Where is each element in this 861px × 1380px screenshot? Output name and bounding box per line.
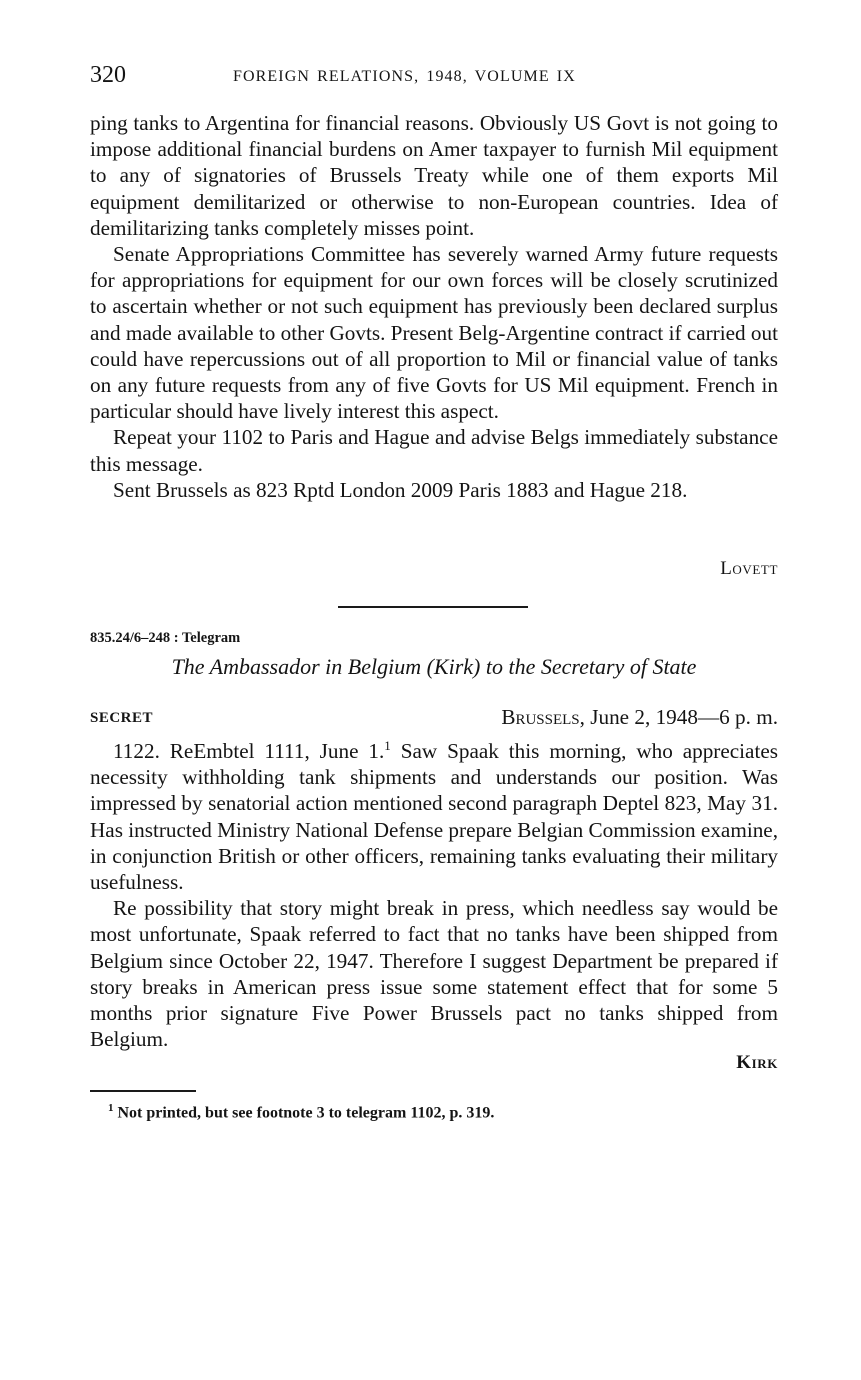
body-paragraph: ping tanks to Argentina for financial reasons. Obviously US Govt is not going to impose additional financial burdens on Amer taxpayer to furnish Mil equipment to any of signatories of Brussels Treaty while one of them exports Mil equipment demilitarized or otherwise to non-European countries. Idea of demilitarizing tanks completely misses point.: [90, 111, 778, 240]
body-paragraph: Repeat your 1102 to Paris and Hague and advise Belgs immediately substance this message.: [90, 425, 778, 476]
body-paragraph: Senate Appropriations Committee has severely warned Army future requests for appropriations for equipment for our own forces will be closely scrutinized to ascertain whether or not such equipment has previously been declared surplus and made available to other Govts. Present Belg-Argentine contract if carried out could have repercussions out of all proportion to Mil or financial value of tanks on any future requests from any of five Govts for US Mil equipment. French in particular should have lively interest this aspect.: [90, 242, 778, 424]
file-reference: 835.24/6–248 : Telegram: [90, 630, 241, 646]
footnote: [108, 1102, 494, 1122]
dateline-city: Brussels: [501, 705, 580, 729]
body-paragraph: Sent Brussels as 823 Rptd London 2009 Paris 1883 and Hague 218.: [113, 477, 688, 502]
document-title: The Ambassador in Belgium (Kirk) to the Secretary of State: [171, 654, 697, 679]
footnote-divider: [90, 1090, 196, 1092]
dateline-date: , June 2, 1948—6 p. m.: [579, 705, 778, 729]
dateline: [501, 705, 778, 730]
signature-kirk: Kirk: [736, 1052, 778, 1073]
page-header: [90, 62, 778, 92]
document-meta: [90, 705, 778, 733]
classification-label: SECRET: [90, 710, 154, 726]
footnote-reference: 1: [384, 738, 391, 753]
section-divider: [338, 606, 528, 608]
running-head: FOREIGN RELATIONS, 1948, VOLUME IX: [233, 68, 576, 85]
body-paragraph: Re possibility that story might break in press, which needless say would be most unfortunate, Spaak referred to fact that no tanks have been shipped from Belgium since October 22, 1947. Therefore I suggest Department be prepared if story breaks in American press issue some statement effect that for some 5 months prior signature Five Power Brussels pact no tanks shipped from Belgium.: [90, 896, 778, 1052]
body-paragraph: [90, 733, 778, 895]
footnote-text: Not printed, but see footnote 3 to telegram 1102, p. 319.: [113, 1104, 495, 1122]
footnote-marker: 1: [108, 1102, 114, 1114]
telegram-body: [90, 733, 778, 1053]
signature-lovett: Lovett: [720, 558, 778, 579]
letter-continuation: [90, 110, 778, 503]
paragraph-text: Saw Spaak this morning, who appreciates necessity withholding tank shipments and understands our position. Was impressed by senatorial action mentioned second paragraph Deptel 823, May 31. Has instructed Ministry National Defense prepare Belgian Commission examine, in conjunction British or other officers, remaining tanks evaluating their military usefulness.: [90, 739, 778, 895]
paragraph-text: 1122. ReEmbtel 1111, June 1.: [113, 739, 385, 764]
page-number: 320: [90, 62, 126, 88]
